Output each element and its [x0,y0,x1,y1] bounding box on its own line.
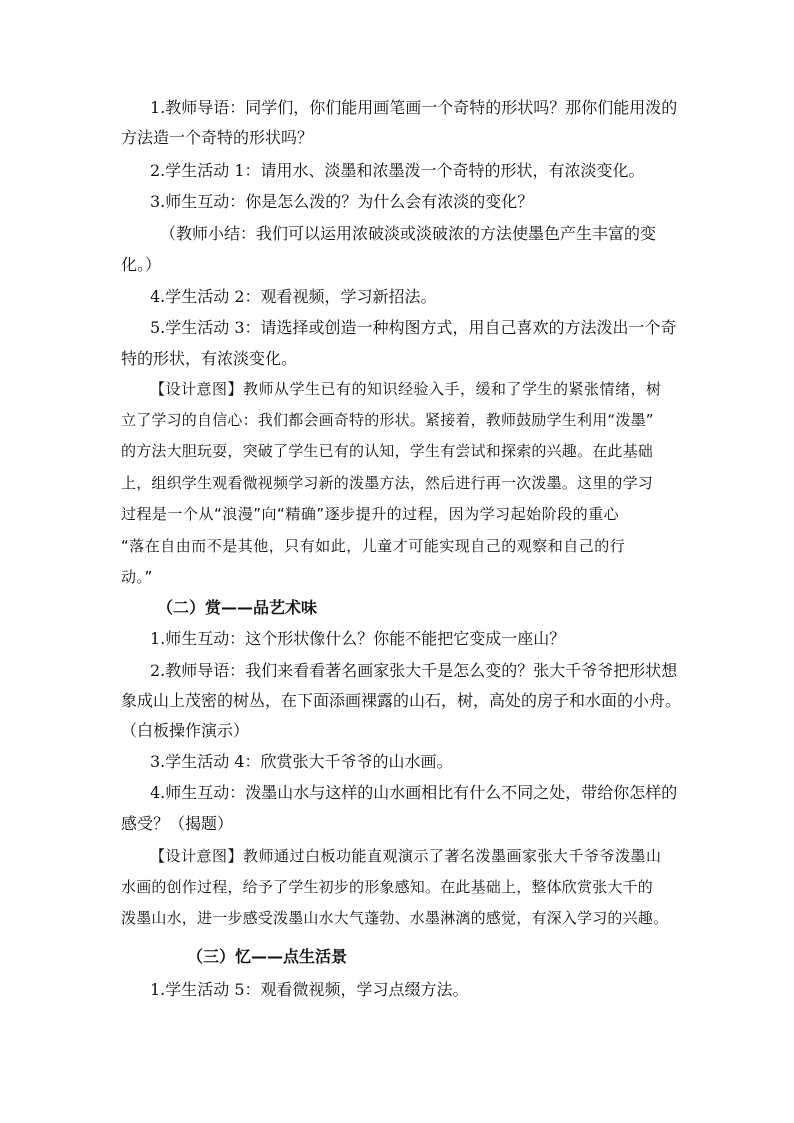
design-intent-1-line4: 上，组织学生观看微视频学习新的泼墨方法，然后进行再一次泼墨。这里的学习 [121,474,654,492]
design-intent-2-line2: 水画的创作过程，给予了学生初步的形象感知。在此基础上，整体欣赏张大千的 [121,878,654,896]
paragraph-teacher-guide-line2: 象成山上茂密的树丛，在下面添画裸露的山石，树，高处的房子和水面的小舟。 [121,691,682,710]
design-intent-1-line6: “落在自由而不是其他，只有如此，儿童才可能实现自己的观察和自己的行 [121,537,626,555]
design-intent-1-line3: 的方法大胆玩耍，突破了学生已有的认知，学生有尝试和探索的兴趣。在此基础 [121,442,654,460]
design-intent-1-line7: 动。” [121,568,153,586]
paragraph-student-activity-4: 3.学生活动 4：欣赏张大千爷爷的山水画。 [150,752,453,771]
section-heading-appreciate: （二）赏——品艺术味 [157,598,318,617]
paragraph-student-activity-3-line2: 特的形状，有浓淡变化。 [121,349,298,368]
paragraph-teacher-intro-line1: 1.教师导语：同学们，你们能用画笔画一个奇特的形状吗？那你们能用泼的 [150,98,678,117]
paragraph-teacher-guide-line1: 2.教师导语：我们来看看著名画家张大千是怎么变的？张大千爷爷把形状想 [150,661,678,680]
paragraph-student-activity-1: 2.学生活动 1：请用水、淡墨和浓墨泼一个奇特的形状，有浓淡变化。 [150,161,645,180]
paragraph-teacher-guide-line3: （白板操作演示） [121,721,250,740]
paragraph-interaction-3-line1: 4.师生互动：泼墨山水与这样的山水画相比有什么不同之处，带给你怎样的 [150,783,678,802]
section-heading-recall: （三）忆——点生活景 [187,947,348,966]
paragraph-interaction-1: 3.师生互动：你是怎么泼的？为什么会有浓淡的变化？ [150,192,534,211]
paragraph-teacher-summary-line1: （教师小结：我们可以运用浓破淡或淡破浓的方法使墨色产生丰富的变 [160,224,657,243]
design-intent-1-line1: 【设计意图】教师从学生已有的知识经验入手，缓和了学生的紧张情绪，树 [150,380,662,398]
paragraph-student-activity-2: 4.学生活动 2：观看视频，学习新招法。 [150,287,437,306]
design-intent-1-line5: 过程是一个从“浪漫”向“精确”逐步提升的过程，因为学习起始阶段的重心 [121,505,620,523]
design-intent-2-line1: 【设计意图】教师通过白板功能直观演示了著名泼墨画家张大千爷爷泼墨山 [150,847,662,865]
paragraph-teacher-intro-line2: 方法造一个奇特的形状吗？ [121,128,314,147]
paragraph-student-activity-5: 1.学生活动 5：观看微视频，学习点缀方法。 [150,980,469,999]
design-intent-1-line2: 立了学习的自信心：我们都会画奇特的形状。紧接着，教师鼓励学生利用“泼墨” [121,411,654,429]
paragraph-teacher-summary-line2: 化。） [121,255,162,274]
design-intent-2-line3: 泼墨山水，进一步感受泼墨山水大气蓬勃、水墨淋漓的感觉，有深入学习的兴趣。 [121,909,669,927]
paragraph-interaction-3-line2: 感受？（揭题） [121,814,234,833]
paragraph-interaction-2: 1.师生互动：这个形状像什么？你能不能把它变成一座山？ [150,629,566,648]
paragraph-student-activity-3-line1: 5.学生活动 3：请选择或创造一种构图方式，用自己喜欢的方法泼出一个奇 [150,318,677,337]
